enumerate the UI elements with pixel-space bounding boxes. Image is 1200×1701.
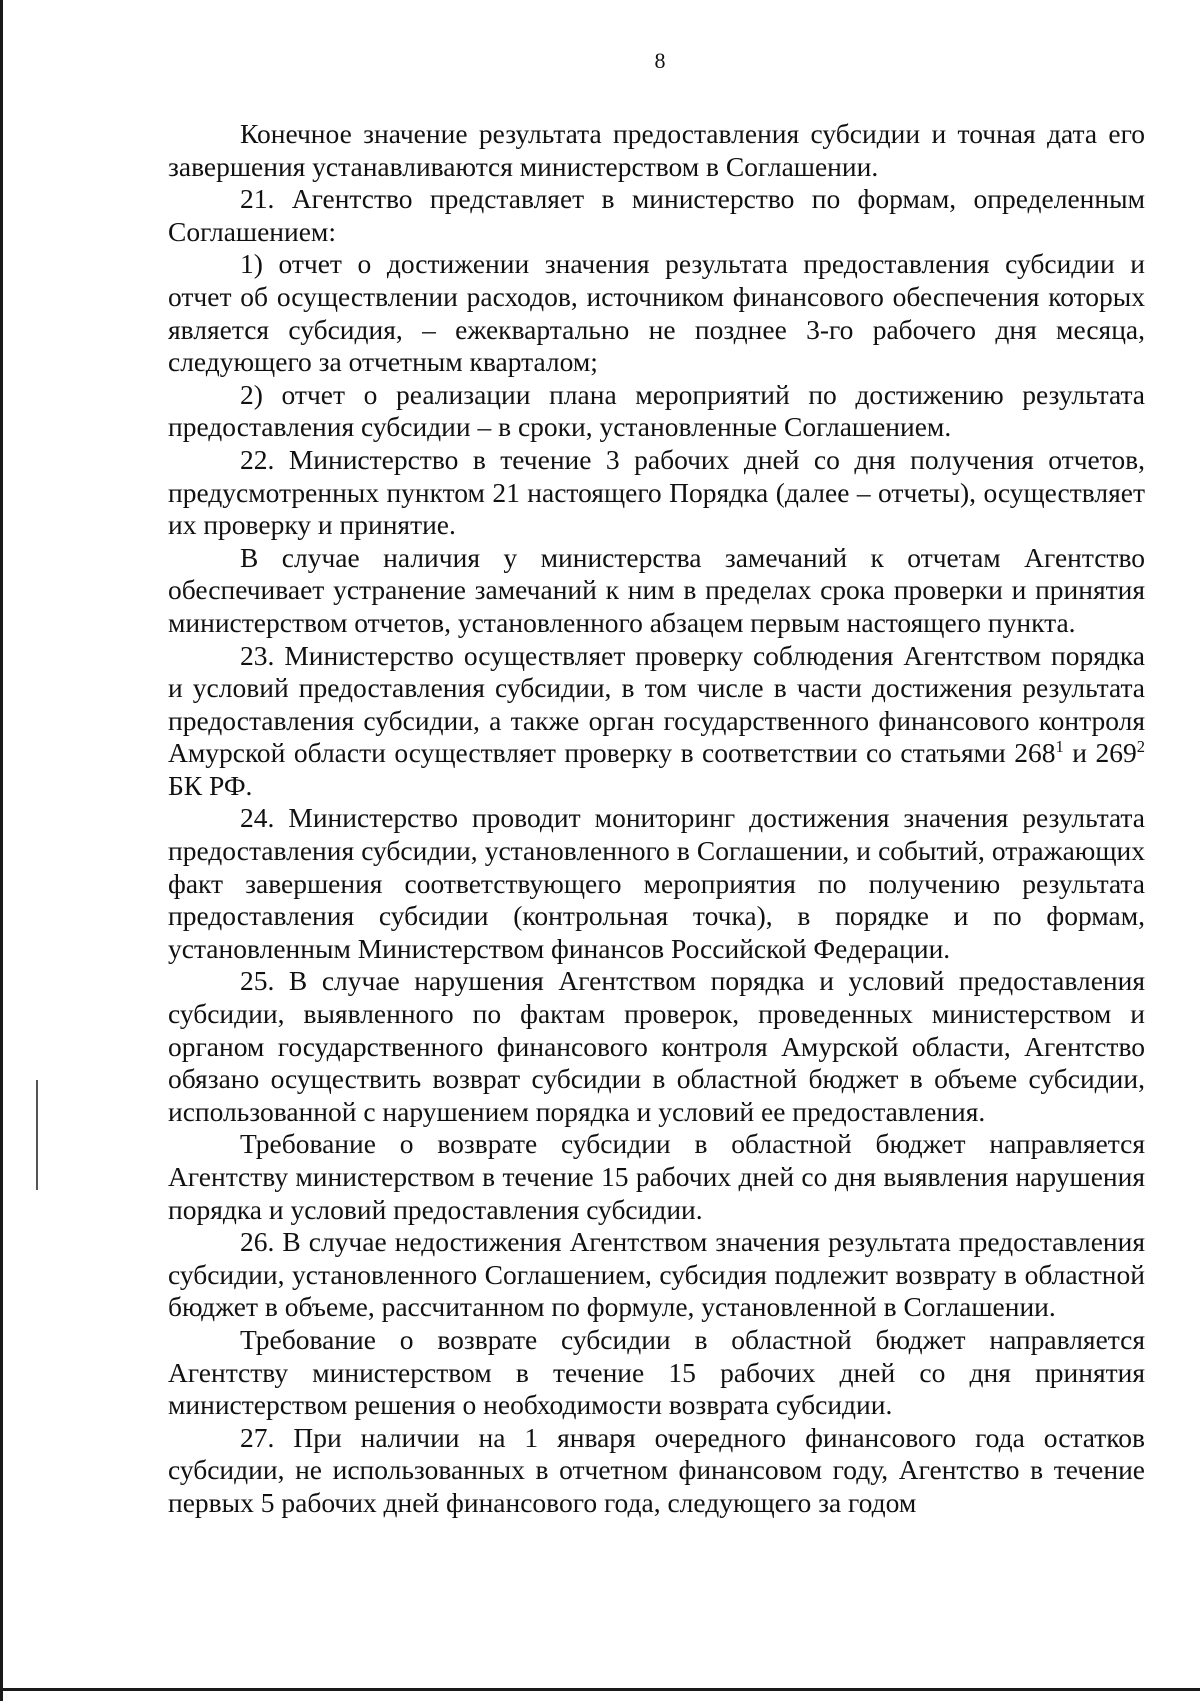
paragraph-21: 21. Агентство представляет в министерство по формам, определенным Соглашением:	[168, 183, 1145, 247]
scan-edge-bottom	[0, 1688, 1200, 1691]
paragraph-21-item-2: 2) отчет о реализации плана мероприятий по достижению результата предоставления субсидии – в сроки, установленные Соглашением.	[168, 378, 1145, 443]
paragraph-27: 27. При наличии на 1 января очередного финансового года остатков субсидии, не использованных в отчетном финансовом году, Агентство в течение первых 5 рабочих дней финансового года, следующего за годом	[168, 1421, 1145, 1518]
paragraph-23-mid: и 269	[1063, 737, 1137, 769]
article-268-superscript: 1	[1055, 737, 1064, 757]
paragraph-23-text: 23. Министерство осуществляет проверку соблюдения Агентством порядка и условий предоставления субсидии, в том числе в части достижения результата предоставления субсидии, а также орган государственного финансового контроля Амурской области осуществляет проверку в соответствии со статьями 268	[168, 639, 1145, 769]
document-body	[168, 120, 1145, 1520]
paragraph-26: 26. В случае недостижения Агентством значения результата предоставления субсидии, установленного Соглашением, субсидия подлежит возврату в областной бюджет в объеме, рассчитанном по формуле, установленной в Соглашении.	[168, 1226, 1145, 1323]
paragraph-result-value: Конечное значение результата предоставления субсидии и точная дата его завершения устанавливаются министерством в Соглашении.	[168, 118, 1145, 182]
paragraph-23	[168, 640, 1145, 803]
paragraph-22: 22. Министерство в течение 3 рабочих дней со дня получения отчетов, предусмотренных пунктом 21 настоящего Порядка (далее – отчеты), осуществляет их проверку и принятие.	[168, 443, 1145, 541]
paragraph-21-item-1: 1) отчет о достижении значения результата предоставления субсидии и отчет об осуществлении расходов, источником финансового обеспечения которых является субсидия, – ежеквартально не позднее 3-го рабочего дня месяца, следующего за отчетным кварталом;	[168, 248, 1145, 378]
scan-edge-mark	[36, 1080, 38, 1190]
paragraph-23-tail: БК РФ.	[168, 769, 253, 801]
paragraph-22-remarks: В случае наличия у министерства замечаний к отчетам Агентство обеспечивает устранение замечаний к ним в пределах срока проверки и принятия министерством отчетов, установленного абзацем первым настоящего пункта.	[168, 541, 1145, 638]
paragraph-25-requirement: Требование о возврате субсидии в областной бюджет направляется Агентству министерством в течение 15 рабочих дней со дня выявления нарушения порядка и условий предоставления субсидии.	[168, 1128, 1145, 1225]
article-269-superscript: 2	[1136, 737, 1145, 757]
page-number: 8	[654, 48, 666, 73]
paragraph-25: 25. В случае нарушения Агентством порядка и условий предоставления субсидии, выявленного по фактам проверок, проведенных министерством и органом государственного финансового контроля Амурской области, Агентство обязано осуществить возврат субсидии в областной бюджет в объеме субсидии, использованной с нарушением порядка и условий ее предоставления.	[168, 965, 1145, 1127]
paragraph-26-requirement: Требование о возврате субсидии в областной бюджет направляется Агентству министерством в течение 15 рабочих дней со дня принятия министерством решения о необходимости возврата субсидии.	[168, 1323, 1145, 1421]
scan-edge-left	[0, 0, 3, 1701]
paragraph-24: 24. Министерство проводит мониторинг достижения значения результата предоставления субсидии, установленного в Соглашении, и событий, отражающих факт завершения соответствующего мероприятия по получению результата предоставления субсидии (контрольная точка), в порядке и по формам, установленным Министерством финансов Российской Федерации.	[168, 802, 1145, 964]
